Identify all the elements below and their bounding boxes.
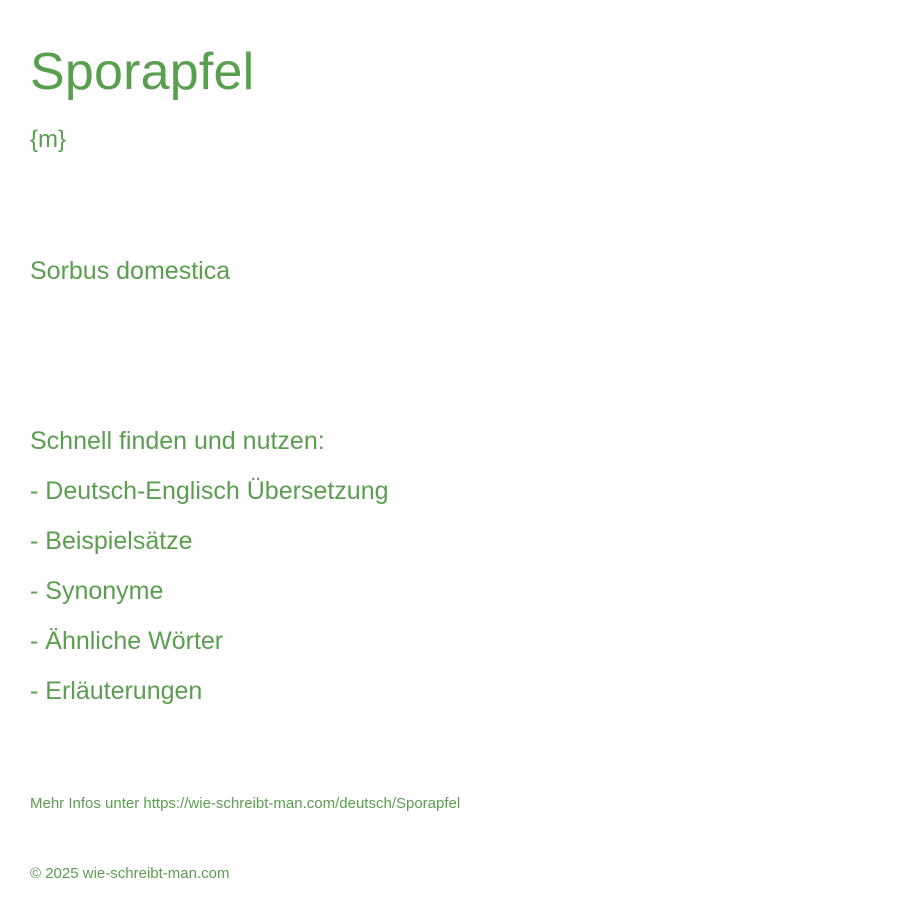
gender-label: {m} (30, 126, 67, 153)
copyright-footer: © 2025 wie-schreibt-man.com (30, 865, 230, 882)
more-info-url: https://wie-schreibt-man.com/deutsch/Sporapfel (143, 795, 461, 812)
feature-item-translation: - Deutsch-Englisch Übersetzung (30, 477, 389, 505)
translation-text: Sorbus domestica (30, 257, 231, 285)
feature-item-similar-words: - Ähnliche Wörter (30, 627, 224, 655)
features-heading: Schnell finden und nutzen: (30, 427, 325, 455)
more-info-prefix: Mehr Infos unter (30, 795, 144, 812)
features-list (30, 474, 389, 724)
page-title: Sporapfel (30, 43, 255, 101)
feature-item-examples: - Beispielsätze (30, 527, 193, 555)
feature-item-explanations: - Erläuterungen (30, 677, 203, 705)
features-section (30, 424, 389, 724)
feature-item-synonyms: - Synonyme (30, 577, 164, 605)
more-info-text (30, 794, 460, 814)
